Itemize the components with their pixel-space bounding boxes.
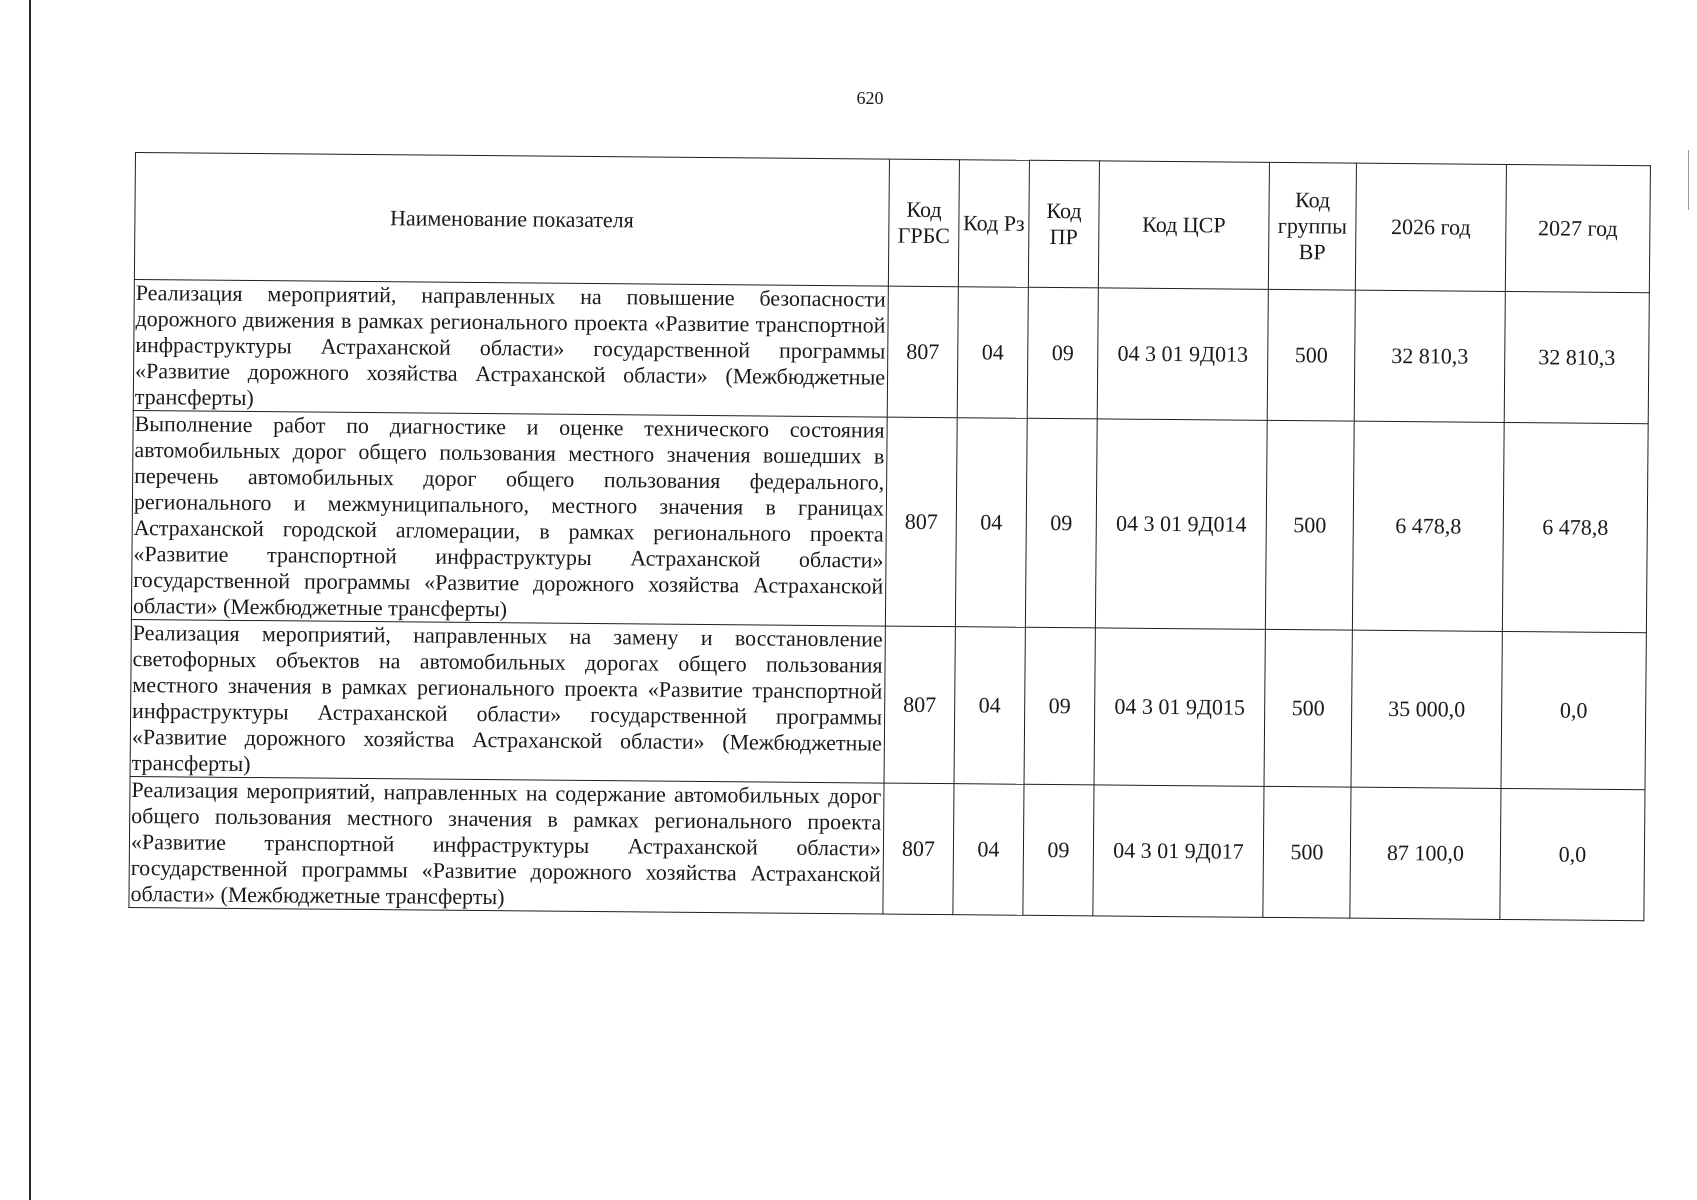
row-pr: 09 [1025,418,1097,628]
table-header-row [134,153,1650,293]
row-year-2027: 6 478,8 [1502,422,1648,632]
row-grbs: 807 [885,417,957,627]
page-number: 620 [856,88,884,108]
row-name: Реализация мероприятий, направленных на замену и восстановление светофорных объектов на автомобильных дорогах общего пользования местного значения в рамках регионального проекта «Развитие транспортной инфраструктуры Астраханской области» государственной программы «Развитие дорожного хозяйства Астраханской области» (Межбюджетные трансферты) [130,619,885,783]
row-pr: 09 [1027,287,1098,419]
row-grbs: 807 [887,286,958,418]
table-row [129,776,1645,920]
row-vr: 500 [1264,629,1352,787]
row-name: Выполнение работ по диагностике и оценке технического состояния автомобильных дорог общего пользования местного значения вошедших в перечень автомобильных дорог общего пользования федерального, регионального и межмуниципального, местного значения в границах Астраханской городской агломерации, в рамках регионального проекта «Развитие транспортной инфраструктуры Астраханской области» государственной программы «Развитие дорожного хозяйства Астраханской области» (Межбюджетные трансферты) [131,410,887,626]
row-year-2027: 32 810,3 [1504,291,1649,423]
header-name: Наименование показателя [134,153,889,287]
header-rz: Код Рз [958,160,1029,288]
header-csr: Код ЦСР [1098,161,1269,289]
table-row [131,410,1648,632]
row-year-2026: 32 810,3 [1354,290,1505,422]
table-row [133,279,1649,423]
row-pr: 09 [1024,627,1095,785]
row-grbs: 807 [884,626,955,784]
budget-table [128,152,1651,921]
row-pr: 09 [1023,784,1094,916]
row-year-2026: 35 000,0 [1351,630,1502,788]
header-year-2026: 2026 год [1355,163,1506,291]
budget-table-wrapper [128,152,1650,921]
row-grbs: 807 [883,783,954,915]
row-vr: 500 [1263,786,1351,918]
header-vr: Код группы ВР [1268,162,1356,290]
row-csr: 04 3 01 9Д015 [1094,628,1265,786]
row-csr: 04 3 01 9Д014 [1095,419,1267,629]
row-name: Реализация мероприятий, направленных на содержание автомобильных дорог общего пользования местного значения в рамках регионального проекта «Развитие транспортной инфраструктуры Астраханской области» государственной программы «Развитие дорожного хозяйства Астраханской области» (Межбюджетные трансферты) [129,776,884,914]
row-rz: 04 [957,287,1028,419]
row-rz: 04 [955,418,1027,628]
row-rz: 04 [953,784,1024,916]
row-year-2027: 0,0 [1501,631,1646,789]
row-csr: 04 3 01 9Д017 [1093,785,1264,917]
header-grbs: Код ГРБС [888,159,959,287]
row-year-2026: 6 478,8 [1352,421,1504,631]
row-year-2027: 0,0 [1500,788,1645,920]
scan-edge-left [29,0,31,1200]
row-vr: 500 [1267,289,1355,421]
row-rz: 04 [954,627,1025,785]
header-pr: Код ПР [1028,160,1099,288]
row-vr: 500 [1265,420,1354,630]
header-year-2027: 2027 год [1505,164,1650,292]
row-csr: 04 3 01 9Д013 [1097,288,1268,420]
row-name: Реализация мероприятий, направленных на повышение безопасности дорожного движения в рамках регионального проекта «Развитие транспортной инфраструктуры Астраханской области» государственной программы «Развитие дорожного хозяйства Астраханской области» (Межбюджетные трансферты) [133,279,888,417]
scan-edge-right [1688,150,1689,210]
row-year-2026: 87 100,0 [1350,787,1501,919]
table-row [130,619,1646,789]
